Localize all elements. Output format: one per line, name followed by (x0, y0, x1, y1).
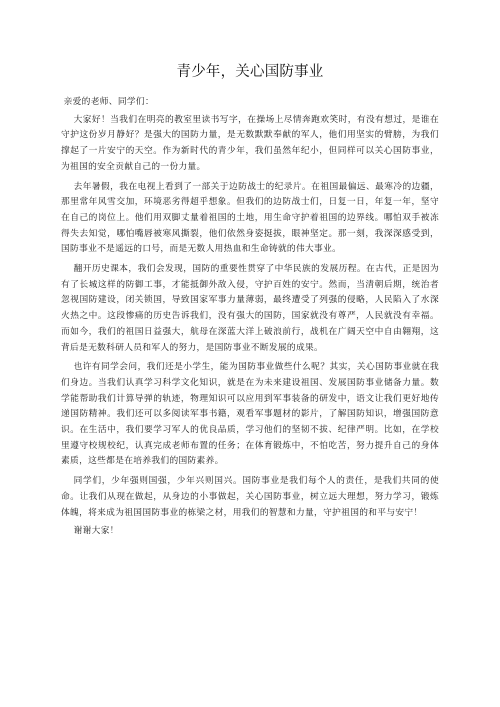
document-body (61, 95, 439, 544)
paragraph-documentary: 去年暑假，我在电视上看到了一部关于边防战士的纪录片。在祖国最偏远、最寒冷的边疆，那里常年风雪交加，环境恶劣得超乎想象。但我们的边防战士们，日复一日，年复一年，坚守在自己的岗位上。他们用双脚丈量着祖国的土地，用生命守护着祖国的边界线。哪怕双手被冻得失去知觉，哪怕嘴唇被寒风撕裂，他们依然身姿挺拔，眼神坚定。那一刻，我深深感受到，国防事业不是遥远的口号，而是无数人用热血和生命铸就的伟大事业。 (61, 181, 439, 255)
paragraph-intro: 大家好！当我们在明亮的教室里读书写字，在操场上尽情奔跑欢笑时，有没有想过，是谁在守护这份岁月静好？是强大的国防力量，是无数默默奉献的军人，他们用坚实的臂膀，为我们撑起了一片安宁的天空。作为新时代的青少年，我们虽然年纪小，但同样可以关心国防事业，为祖国的安全贡献自己的一份力量。 (61, 114, 439, 172)
paragraph-conclusion: 同学们，少年强则国强，少年兴则国兴。国防事业是我们每个人的责任，是我们共同的使命。让我们从现在做起，从身边的小事做起，关心国防事业，树立远大理想，努力学习，锻炼体魄，将来成为祖国国防事业的栋梁之材，用我们的智慧和力量，守护祖国的和平与安宁！ (61, 476, 439, 518)
paragraph-history: 翻开历史课本，我们会发现，国防的重要性贯穿了中华民族的发展历程。在古代，正是因为有了长城这样的防御工事，才能抵御外敌入侵，守护百姓的安宁。然而，当清朝后期，统治者忽视国防建设，闭关锁国，导致国家军事力量薄弱，最终遭受了列强的侵略，人民陷入了水深火热之中。这段惨痛的历史告诉我们，没有强大的国防，国家就没有尊严，人民就没有幸福。而如今，我们的祖国日益强大，航母在深蓝大洋上破浪前行，战机在广阔天空中自由翱翔，这背后是无数科研人员和军人的努力，是国防事业不断发展的成果。 (61, 264, 439, 353)
document-title: 青少年，关心国防事业 (176, 64, 324, 80)
greeting: 亲爱的老师、同学们： (63, 97, 154, 107)
closing: 谢谢大家！ (73, 526, 119, 537)
paragraph-action: 也许有同学会问，我们还是小学生，能为国防事业做些什么呢？其实，关心国防事业就在我们身边。当我们认真学习科学文化知识，就是在为未来建设祖国、发展国防事业储备力量。数学能帮助我们计算导弹的轨迹，物理知识可以应用到军事装备的研发中，语文让我们更好地传递国防精神。我们还可以多阅读军事书籍，观看军事题材的影片，了解国防知识，增强国防意识。在生活中，我们要学习军人的优良品质，学习他们的坚韧不拔、纪律严明。比如，在学校里遵守校规校纪，认真完成老师布置的任务；在体育锻炼中，不怕吃苦，努力提升自己的身体素质，这些都是在培养我们的国防素养。 (61, 362, 439, 467)
